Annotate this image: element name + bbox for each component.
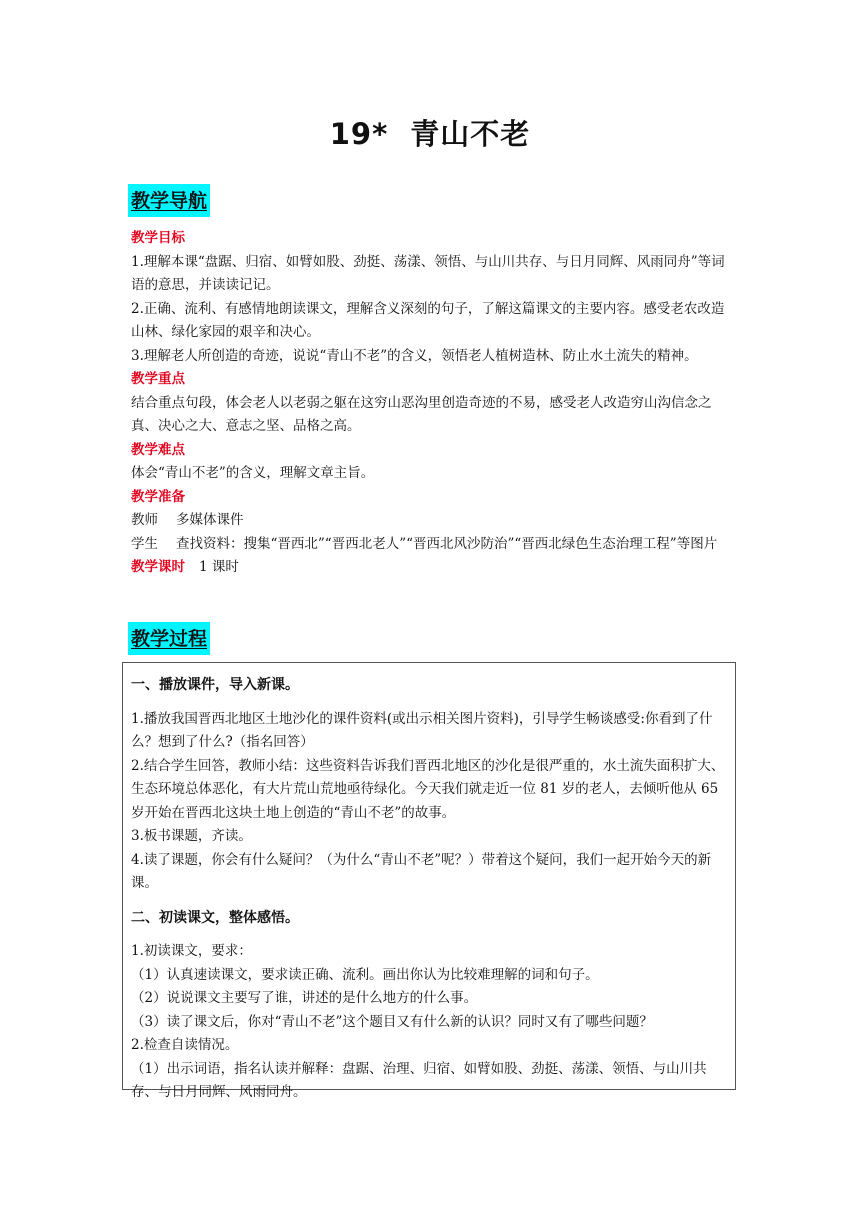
hours-text: 1 课时 [199,559,239,575]
prep-teacher-label: 教师 [131,512,158,528]
section1-item-1: 1.播放我国晋西北地区土地沙化的课件资料(或出示相关图片资料)，引导学生畅谈感受:你看到了什么？想到了什么?（指名回答） [131,710,713,750]
section1-item-4: 4.读了课题，你会有什么疑问？（为什么“青山不老”呢？）带着这个疑问，我们一起开始今天的新课。 [131,851,712,891]
goal-item-3: 3.理解老人所创造的奇迹，说说“青山不老”的含义，领悟老人植树造林、防止水土流失的精神。 [131,347,698,364]
section2-item-3: （2）说说课文主要写了谁，讲述的是什么地方的什么事。 [131,990,478,1006]
difficulty-heading: 教学难点 [131,441,185,458]
section2-heading: 二、初读课文，整体感悟。 [131,909,299,926]
teaching-process-header: 教学过程 [128,622,210,655]
goal-item-1: 1.理解本课“盘踞、归宿、如臂如股、劲挺、荡漾、领悟、与山川共存、与日月同辉、风雨同舟”等词语的意思，并读读记记。 [131,253,725,293]
prep-teacher-text: 多媒体课件 [176,512,244,528]
prep-student-label: 学生 [131,535,158,552]
section2-item-1: 1.初读课文，要求： [131,943,252,959]
difficulty-text: 体会“青山不老”的含义，理解文章主旨。 [131,465,375,481]
hours-row [131,556,733,580]
section2-item-6: （1）出示词语，指名认读并解释：盘踞、治理、归宿、如臂如股、劲挺、荡漾、领悟、与山川共存、与日月同辉、风雨同舟。 [131,1060,707,1100]
key-points-heading: 教学重点 [131,371,185,387]
preparation-heading: 教学准备 [131,488,185,505]
teaching-navigation-header: 教学导航 [128,184,210,217]
lesson-title: 青山不老 [410,117,531,151]
prep-teacher-row [131,509,733,533]
section1-heading: 一、播放课件，导入新课。 [131,677,299,693]
prep-student-row [131,533,733,557]
section1-item-3: 3.板书课题，齐读。 [131,828,252,844]
hours-heading: 教学课时 [131,559,185,575]
section2-item-2: （1）认真速读课文，要求读正确、流利。画出你认为比较难理解的词和句子。 [131,966,599,983]
goal-item-2: 2.正确、流利、有感情地朗读课文，理解含义深刻的句子，了解这篇课文的主要内容。感受老农改造山林、绿化家园的艰辛和决心。 [131,300,725,340]
section2-item-4: （3）读了课文后，你对“青山不老”这个题目又有什么新的认识？同时又有了哪些问题？ [131,1013,653,1030]
goals-heading: 教学目标 [131,230,185,246]
section1-item-2: 2.结合学生回答，教师小结：这些资料告诉我们晋西北地区的沙化是很严重的，水土流失面积扩大、生态环境总体恶化，有大片荒山荒地亟待绿化。今天我们就走近一位 81 岁的老人，去倾听他从 65 岁开始在晋西北这块土地上创造的“青山不老”的故事。 [131,757,725,821]
page-title [0,112,860,153]
key-points-text: 结合重点句段，体会老人以老弱之躯在这穷山恶沟里创造奇迹的不易，感受老人改造穷山沟信念之真、决心之大、意志之坚、品格之高。 [131,394,712,434]
lesson-number: 19* [329,117,389,151]
prep-student-text: 查找资料：搜集“晋西北”“晋西北老人”“晋西北风沙防治”“晋西北绿色生态治理工程”等图片 [176,535,718,552]
navigation-content [131,227,733,580]
process-box [122,662,736,1100]
section2-item-5: 2.检查自读情况。 [131,1037,239,1053]
